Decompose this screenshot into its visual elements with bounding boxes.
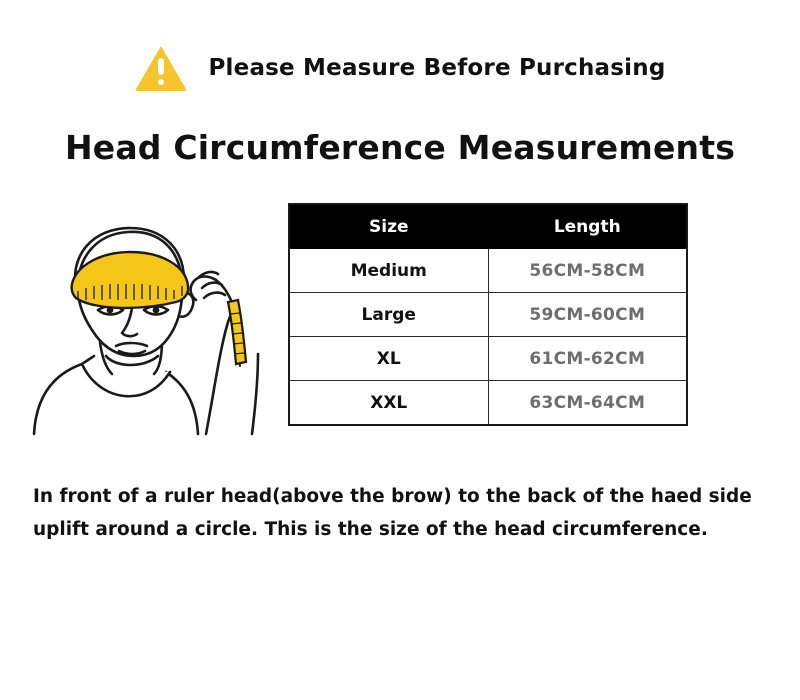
cell-length: 61CM-62CM: [488, 337, 687, 381]
table-row: [289, 337, 687, 381]
cell-size: Large: [289, 293, 488, 337]
cell-size: XXL: [289, 381, 488, 426]
table-header: [289, 204, 687, 249]
measurement-instructions: [33, 480, 773, 546]
cell-length: 59CM-60CM: [488, 293, 687, 337]
instructions-line-2: uplift around a circle. This is the size of the head circumference.: [33, 519, 708, 540]
cell-length: 63CM-64CM: [488, 381, 687, 426]
table-row: [289, 293, 687, 337]
cell-size: Medium: [289, 249, 488, 293]
cell-size: XL: [289, 337, 488, 381]
instructions-line-1: In front of a ruler head(above the brow) to the back of the haed side: [33, 486, 752, 507]
cell-length: 56CM-58CM: [488, 249, 687, 293]
man-measuring-head-with-tape-illustration: [20, 196, 280, 436]
warning-banner: [0, 44, 800, 92]
warning-triangle-icon: [135, 44, 187, 92]
table-header-row: [289, 204, 687, 249]
column-header-size: Size: [289, 204, 488, 249]
page-title: Head Circumference Measurements: [64, 128, 736, 167]
size-table: [288, 203, 688, 426]
table-row: [289, 381, 687, 426]
warning-title: Please Measure Before Purchasing: [208, 55, 666, 81]
table-body: [289, 249, 687, 426]
column-header-length: Length: [488, 204, 687, 249]
table-row: [289, 249, 687, 293]
